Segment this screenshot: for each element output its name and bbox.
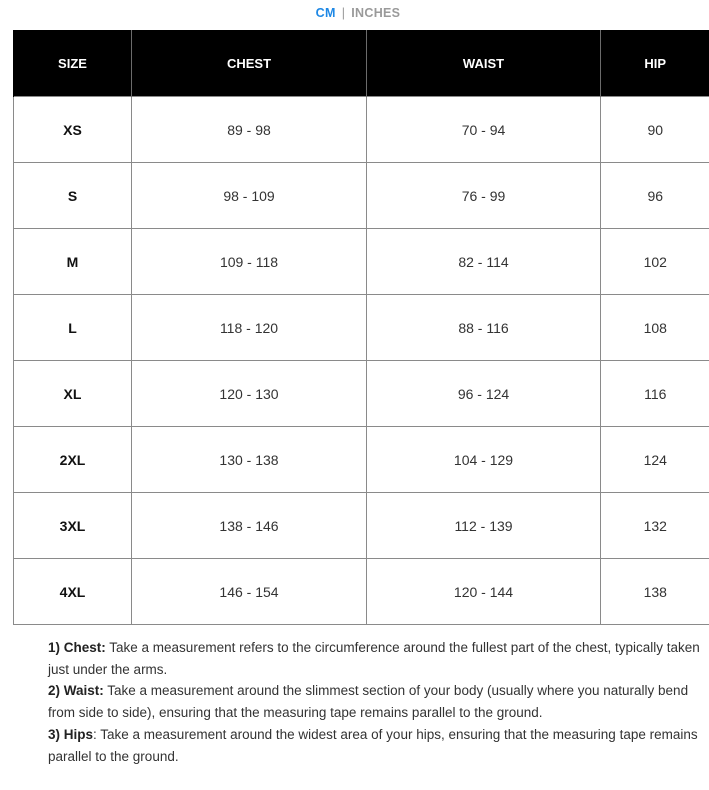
hip-cell: 124: [601, 427, 709, 493]
table-row: [14, 229, 709, 295]
table-row: [14, 361, 709, 427]
chest-cell: 146 - 154: [132, 559, 367, 625]
size-chart-table: [13, 30, 709, 625]
chest-cell: 138 - 146: [132, 493, 367, 559]
size-cell: XS: [14, 97, 132, 163]
size-cell: M: [14, 229, 132, 295]
size-cell: S: [14, 163, 132, 229]
waist-cell: 88 - 116: [367, 295, 601, 361]
chest-cell: 120 - 130: [132, 361, 367, 427]
waist-cell: 76 - 99: [367, 163, 601, 229]
table-row: [14, 295, 709, 361]
size-cell: XL: [14, 361, 132, 427]
note-text: Take a measurement refers to the circumference around the fullest part of the chest, typically taken just under the arms.: [48, 640, 700, 677]
table-row: [14, 163, 709, 229]
chest-cell: 130 - 138: [132, 427, 367, 493]
note-text: Take a measurement around the slimmest section of your body (usually where you naturally bend from side to side), ensuring that the measuring tape remains parallel to the ground.: [48, 683, 689, 721]
size-cell: 2XL: [14, 427, 132, 493]
header-hip: HIP: [601, 30, 709, 97]
waist-cell: 104 - 129: [367, 427, 601, 493]
note-hips: [48, 724, 700, 767]
hip-cell: 108: [601, 295, 709, 361]
note-waist: [48, 680, 700, 723]
unit-cm-tab[interactable]: CM: [315, 6, 336, 20]
table-row: [14, 559, 709, 625]
table-row: [14, 97, 709, 163]
unit-inches-tab[interactable]: INCHES: [351, 6, 401, 20]
waist-cell: 120 - 144: [367, 559, 601, 625]
size-cell: 4XL: [14, 559, 132, 625]
waist-cell: 70 - 94: [367, 97, 601, 163]
header-chest: CHEST: [132, 30, 367, 97]
header-waist: WAIST: [367, 30, 601, 97]
hip-cell: 132: [601, 493, 709, 559]
note-label: 3) Hips: [48, 726, 94, 742]
chest-cell: 98 - 109: [132, 163, 367, 229]
hip-cell: 96: [601, 163, 709, 229]
table-row: [14, 427, 709, 493]
measurement-notes: [48, 637, 700, 767]
hip-cell: 102: [601, 229, 709, 295]
header-size: SIZE: [14, 30, 132, 97]
size-cell: 3XL: [14, 493, 132, 559]
waist-cell: 82 - 114: [367, 229, 601, 295]
note-label: 2) Waist:: [48, 683, 104, 699]
hip-cell: 116: [601, 361, 709, 427]
chest-cell: 89 - 98: [132, 97, 367, 163]
unit-toggle: [0, 6, 709, 20]
waist-cell: 112 - 139: [367, 493, 601, 559]
note-text: : Take a measurement around the widest area of your hips, ensuring that the measuring tape remains parallel to the ground.: [48, 726, 698, 764]
hip-cell: 138: [601, 559, 709, 625]
size-cell: L: [14, 295, 132, 361]
note-label: 1) Chest:: [48, 640, 106, 655]
hip-cell: 90: [601, 97, 709, 163]
unit-separator: |: [341, 6, 346, 20]
table-row: [14, 493, 709, 559]
waist-cell: 96 - 124: [367, 361, 601, 427]
note-chest: [48, 637, 700, 680]
chest-cell: 118 - 120: [132, 295, 367, 361]
table-header-row: [14, 30, 709, 97]
chest-cell: 109 - 118: [132, 229, 367, 295]
